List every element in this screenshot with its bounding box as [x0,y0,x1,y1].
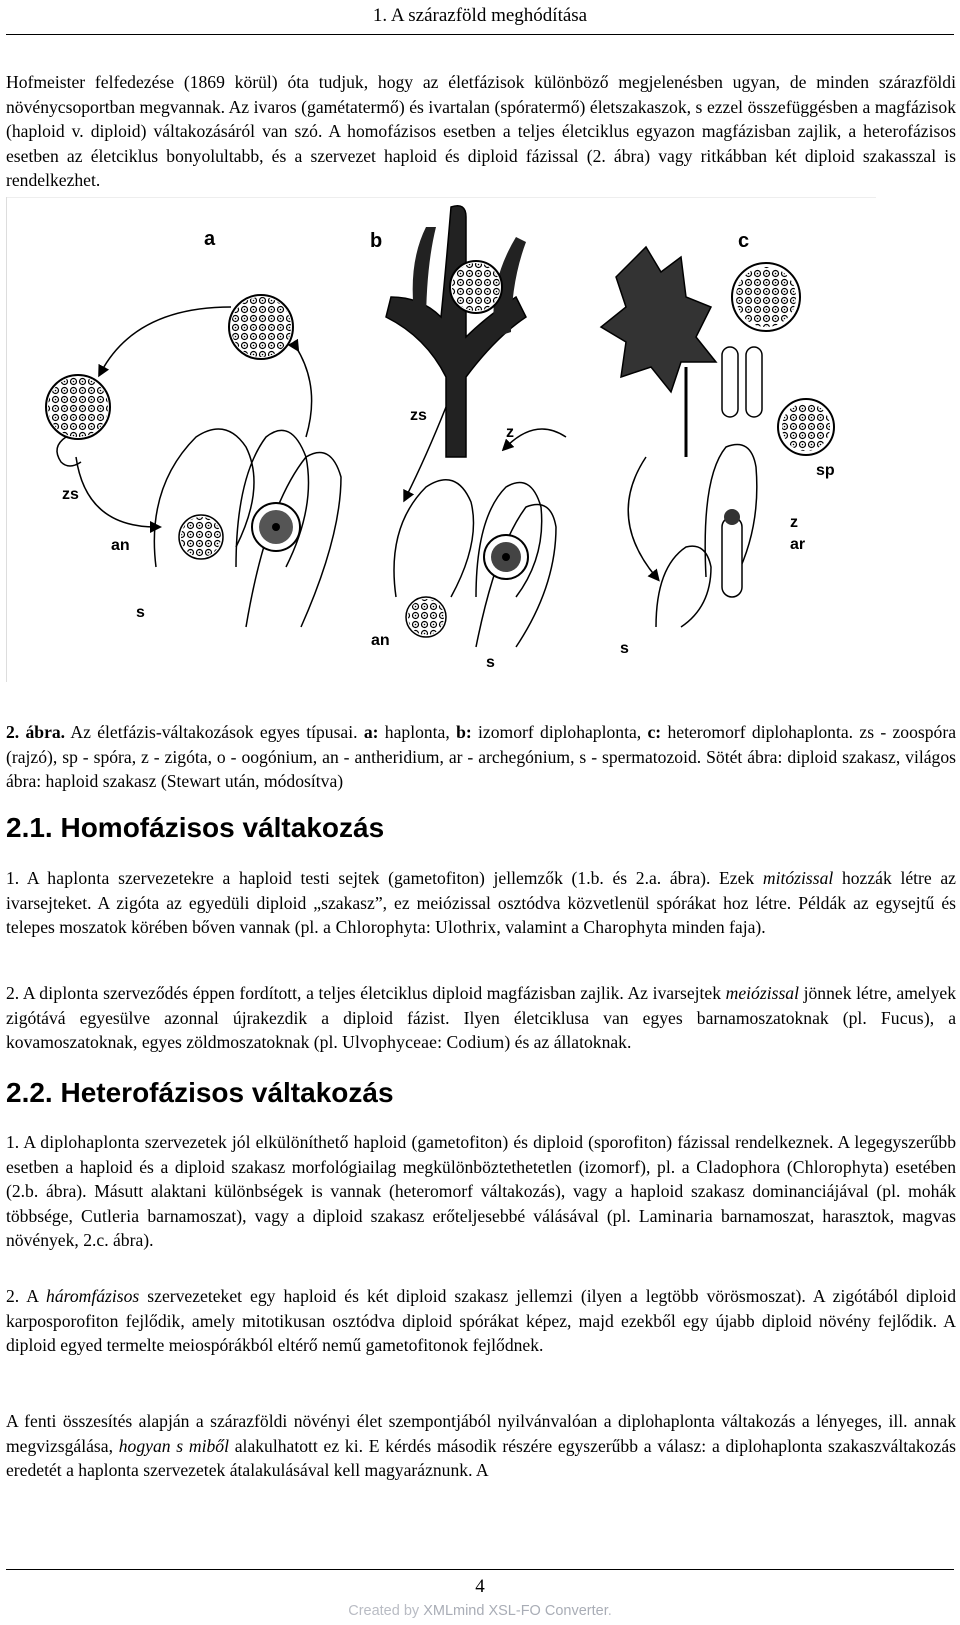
label-z-c: z [790,514,798,531]
footer-divider [6,1569,954,1570]
p2-t1: 2. A [6,983,40,1003]
p2-term-meiozissal: meiózissal [725,983,799,1003]
p3-term-diplohaplonta: diplohaplonta [40,1132,140,1152]
paragraph-haromfazisos [6,1284,956,1358]
p5-italic-hogyan: hogyan s miből [118,1435,229,1456]
p4-t3: szervezeteket egy haploid és két diploid szakasz jellemzi (ilyen a legtöbb vörösmoszat). A zigótából diploid karposporofiton fejlődik, amely mitotikusan osztódva diploid spórákat képez, majd ezekből egy újabb diploid növény fejlődik. A diploid egyed termelte meiospórákból eltérő nemű gametofitonok fejlődnek. [6,1286,956,1355]
panel-b-label: b [370,230,383,252]
credit-prefix: Created by [348,1603,424,1619]
p2-t7: ), a kovamoszatoknak, egyes zöldmoszatoknak (pl. [6,1007,957,1052]
label-ar: ar [790,536,806,553]
label-s-b: s [486,654,495,671]
p1-t9: , valamint a [496,917,584,937]
p3-t9: barnamoszat), vagy a diploid szakasz erőteljesebbé válásával (pl. [139,1205,639,1226]
label-z-b: z [506,424,514,441]
p1-t1: 1. A [6,868,48,888]
credit-suffix: . [607,1603,612,1619]
panel-c-label: c [738,230,750,252]
paragraph-haplonta [6,866,956,940]
panel-a-label: a [204,228,216,250]
p3-t11: barnamoszat, harasztok, magvas növények, 2.c. ábra). [6,1205,956,1250]
p1-t5: hozzák létre az ivarsejteket. A zigóta az egyedüli diploid „szakasz”, ez meiózissal osztódva közvetlenül spórákat hoz létre. Példák az egysejtű és telepes moszatok körében bőven vannak (pl. [6,868,956,937]
p5-t1: A fenti összesítés alapján a szárazföldi növényi élet szempontjából nyilvánvalóan a diplohaplonta váltakozás a lényeges, ill. annak megvizsgálása, [6,1411,956,1456]
p3-taxon-cutleria: Cutleria [81,1205,140,1226]
p1-term-mitozissal: mitózissal [762,868,834,888]
caption-rest: zs - zoospóra (rajzó), sp - spóra, z - zigóta, o - oogónium, an - antheridium, ar - archegónium, s - spermatozoid. Sötét ábra: diploid szakasz, világos ábra: haploid szakasz (Stewart után, módosítva) [6,722,957,791]
p1-t11: minden faja). [667,917,766,937]
p3-taxon-cladophora: Cladophora [696,1156,781,1177]
section-heading-2-2: 2.2. Heterofázisos váltakozás [6,1077,394,1108]
caption-b: b: [456,722,472,742]
p4-t1: 2. A [6,1286,47,1306]
section-heading-2-1: 2.1. Homofázisos váltakozás [6,812,385,843]
caption-text1: Az életfázis-váltakozások egyes típusai. [65,722,364,742]
caption-c: c: [647,722,662,742]
label-sp: sp [816,462,835,479]
label-s-c: s [620,640,629,657]
panel-a [46,228,341,627]
p2-t5: jönnek létre, amelyek zigótává egyesülve azonnal újrakezdik a diploid fázist. Ilyen életciklusa van egyes barnamoszatoknak (pl. [6,983,957,1028]
p2-t3: szerveződés éppen fordított, a teljes életciklus diploid magfázisban zajlik. Az ivarsejtek [98,983,726,1003]
label-an-b: an [371,632,390,649]
p4-term-haromfazisos: háromfázisos [46,1286,140,1306]
caption-a-text: haplonta, [378,722,457,742]
header-divider [6,34,954,35]
p3-t5: ( [780,1156,793,1177]
panel-b [370,206,566,671]
credit-tool-link[interactable]: XMLmind XSL-FO Converter [423,1603,608,1619]
p2-term-diplonta: diplonta [39,983,99,1003]
p2-taxon-fucus: Fucus [880,1007,924,1028]
p1-taxon-chlorophyta: a Chlorophyta [323,917,426,937]
paragraph-diplohaplonta [6,1130,956,1253]
p3-taxon-chlorophyta: Chlorophyta [792,1156,883,1177]
p1-t3: szervezetekre a haploid testi sejtek (gametofiton) jellemzők (1.b. és 2.a. ábra). Ezek [109,868,763,888]
page-number: 4 [475,1576,485,1597]
intro-paragraph: Hofmeister felfedezése (1869 körül) óta tudjuk, hogy az életfázisok különböző megjelenésben ugyan, de minden szárazföldi növénycsoportban megvannak. Az ivaros (gamétatermő) és ivartalan (spóratermő) életszakaszok, s ezzel összefüggésben a magfázisok (haploid v. diploid) váltakozásáról van szó. A homofázisos esetben a teljes életciklus egyazon magfázisban zajlik, a heterofázisos esetben az életciklus bonyolultabb, és a szervezet haploid és diploid fázissal (2. ábra) vagy ritkábban két diploid szakasszal is rendelkezhet. [6,72,956,190]
p1-taxon-charophyta: Charophyta [583,917,668,937]
paragraph-diplonta [6,981,956,1055]
p2-t11: ) és az állatoknak. [504,1032,632,1052]
p3-t7: ) esetében (2.b. ábra). Másutt alaktani különbségek is vannak (heteromorf váltakozás), vagy a haploid szakasz dominanciájával (pl. mohák többsége, [6,1156,956,1226]
p1-taxon-ulothrix: Ulothrix [435,917,497,937]
p2-taxon-ulvophyceae: Ulvophyceae [342,1032,438,1052]
label-zs: zs [62,486,79,503]
label-an-a: an [111,537,130,554]
p3-t3: szervezetek jól elkülöníthető haploid (gametofiton) és diploid (sporofiton) fázissal rendelkeznek. A legegyszerűbb esetben a haploid és a diploid szakasz morfológiailag megkülönböztethetetlen (izomorf), pl. a [6,1132,956,1177]
converter-credit [0,1603,960,1619]
label-zs-b: zs [410,407,427,424]
p1-t7: : [425,917,436,937]
running-header: 1. A szárazföld meghódítása [372,5,588,26]
p3-t1: 1. A [6,1132,41,1152]
caption-c-text: heteromorf diplohaplonta. [661,722,854,742]
caption-a: a: [363,722,379,742]
label-s-a: s [136,604,145,621]
paragraph-summary [6,1409,956,1483]
life-cycle-figure [6,197,910,702]
p1-term-haplonta: haplonta [47,868,110,888]
p2-taxon-codium: Codium [446,1032,505,1052]
caption-b-text: izomorf diplohaplonta, [471,722,648,742]
panel-c [601,230,835,657]
figure-caption [6,720,956,794]
p2-t9: : [437,1032,447,1052]
p3-taxon-laminaria: Laminaria [638,1205,713,1226]
p5-t3: alakulhatott ez ki. E kérdés második részére egyszerűbb a válasz: a diplohaplonta szakaszváltakozás eredetét a haplonta szervezetek átalakulásával kell magyaráznunk. A [6,1435,956,1480]
caption-number: 2. ábra. [6,722,66,742]
